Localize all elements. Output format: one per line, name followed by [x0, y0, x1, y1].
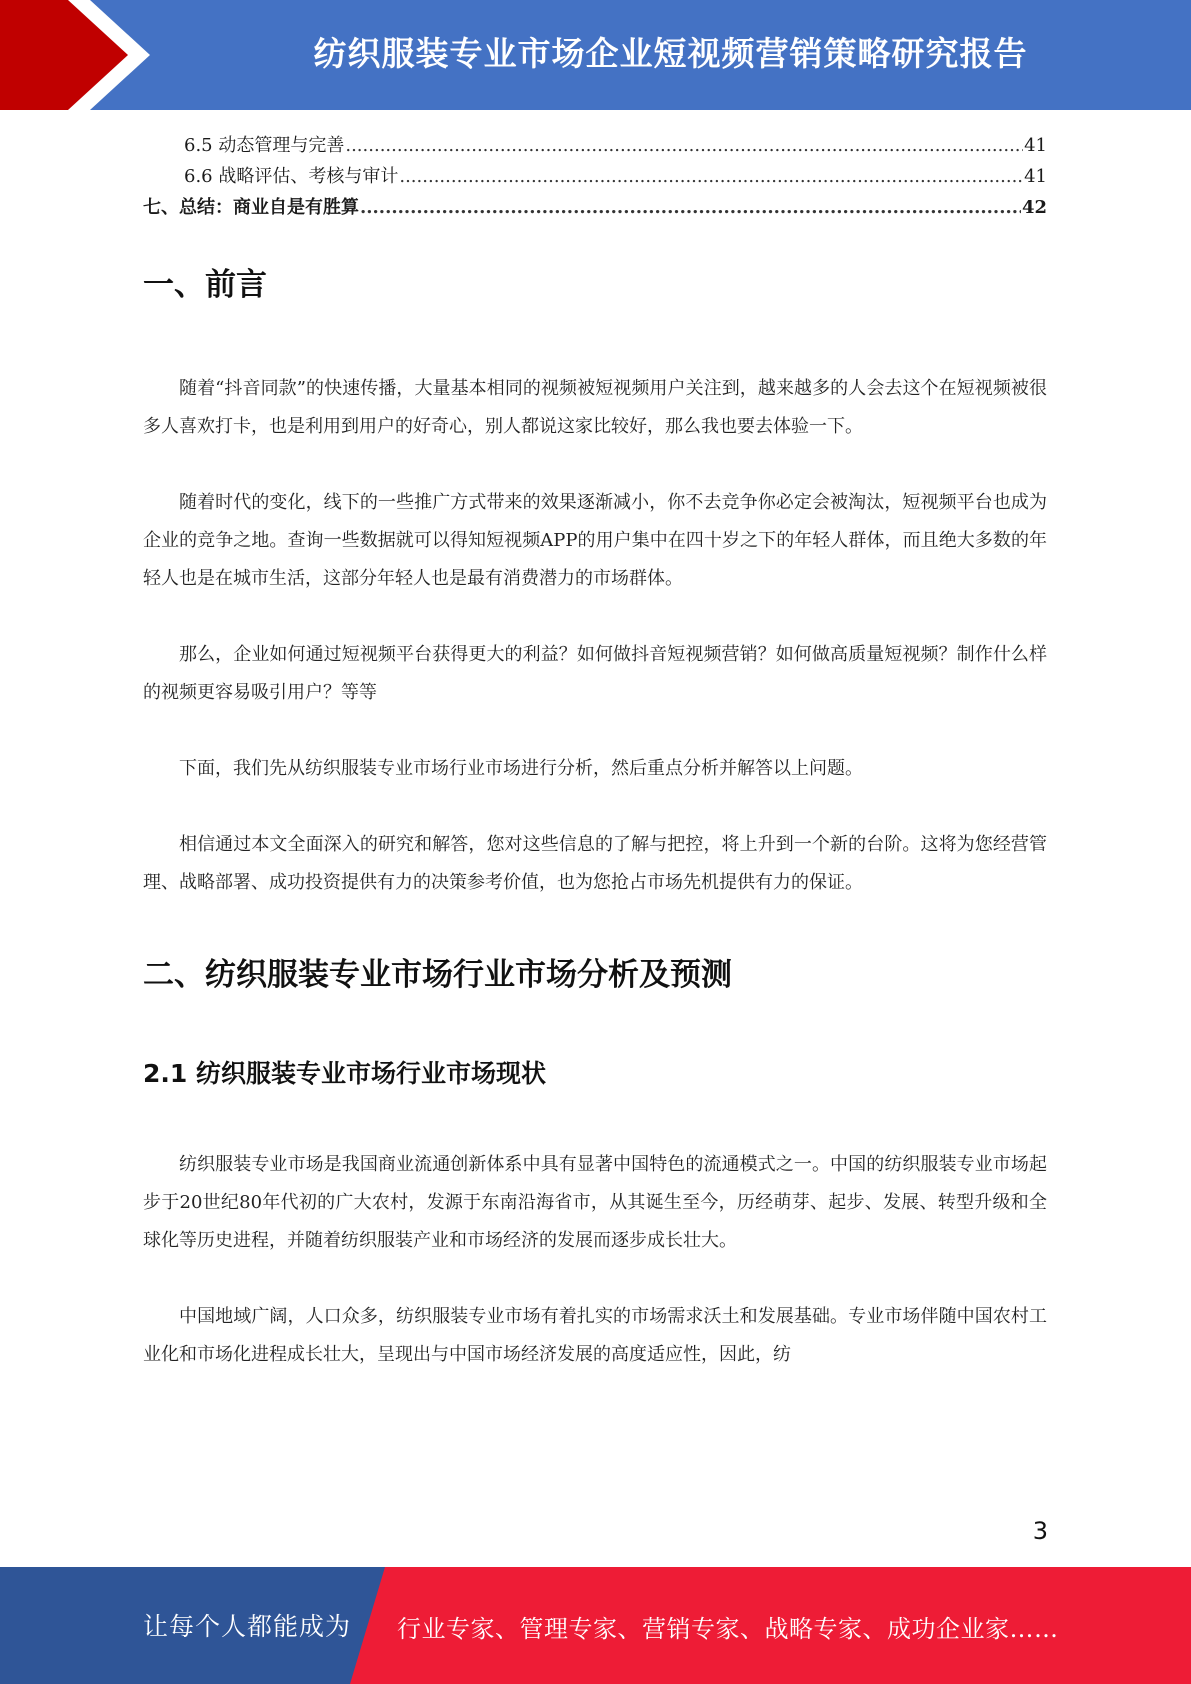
footer-slogan-roles: 行业专家、管理专家、营销专家、战略专家、成功企业家……: [397, 1615, 1059, 1643]
subsection-heading-status: 2.1 纺织服装专业市场行业市场现状: [143, 1059, 546, 1088]
paragraph: 纺织服装专业市场是我国商业流通创新体系中具有显著中国特色的流通模式之一。中国的纺织服装专业市场起步于20世纪80年代初的广大农村，发源于东南沿海省市，从其诞生至今，历经萌芽、起步、发展、转型升级和全球化等历史进程，并随着纺织服装产业和市场经济的发展而逐步成长壮大。: [143, 1154, 1047, 1251]
page-header: [0, 0, 1191, 110]
section-heading-intro: 一、前言: [143, 267, 267, 303]
paragraph: 中国地域广阔，人口众多，纺织服装专业市场有着扎实的市场需求沃土和发展基础。专业市场伴随中国农村工业化和市场化进程成长壮大，呈现出与中国市场经济发展的高度适应性，因此，纺: [143, 1306, 1047, 1365]
table-of-contents: [143, 130, 1047, 223]
toc-page-number: 41: [1024, 135, 1047, 156]
toc-entry-7[interactable]: [143, 192, 1047, 223]
toc-label: 七、总结：商业自是有胜算: [143, 197, 359, 218]
toc-label: 6.5 动态管理与完善: [184, 135, 345, 156]
paragraph: 那么，企业如何通过短视频平台获得更大的利益？如何做抖音短视频营销？如何做高质量短视频？制作什么样的视频更容易吸引用户？等等: [143, 644, 1047, 703]
toc-entry-6-5[interactable]: [143, 130, 1047, 161]
paragraph: 随着“抖音同款”的快速传播，大量基本相同的视频被短视频用户关注到，越来越多的人会去这个在短视频被很多人喜欢打卡，也是利用到用户的好奇心，别人都说这家比较好，那么我也要去体验一下。: [143, 378, 1047, 437]
toc-label: 6.6 战略评估、考核与审计: [184, 166, 399, 187]
section-heading-market: 二、纺织服装专业市场行业市场分析及预测: [143, 957, 732, 993]
footer-slogan-lead: 让每个人都能成为: [143, 1612, 352, 1641]
toc-leader: [345, 130, 1023, 161]
paragraph: 相信通过本文全面深入的研究和解答，您对这些信息的了解与把控，将上升到一个新的台阶。这将为您经营管理、战略部署、成功投资提供有力的决策参考价值，也为您抢占市场先机提供有力的保证。: [143, 834, 1047, 893]
document-body: [143, 262, 1047, 1374]
page-number: 3: [1032, 1517, 1048, 1545]
paragraph: 随着时代的变化，线下的一些推广方式带来的效果逐渐减小，你不去竞争你必定会被淘汰，短视频平台也成为企业的竞争之地。查询一些数据就可以得知短视频APP的用户集中在四十岁之下的年轻人群体，而且绝大多数的年轻人也是在城市生活，这部分年轻人也是最有消费潜力的市场群体。: [143, 492, 1047, 589]
toc-entry-6-6[interactable]: [143, 161, 1047, 192]
toc-leader: [399, 161, 1023, 192]
toc-page-number: 42: [1021, 197, 1047, 218]
paragraph: 下面，我们先从纺织服装专业市场行业市场进行分析，然后重点分析并解答以上问题。: [179, 758, 863, 779]
header-red-chevron: [0, 0, 150, 110]
report-title: 纺织服装专业市场企业短视频营销策略研究报告: [313, 34, 1028, 73]
page-footer: [0, 1567, 1191, 1684]
toc-page-number: 41: [1024, 166, 1047, 187]
toc-leader: [360, 192, 1021, 223]
